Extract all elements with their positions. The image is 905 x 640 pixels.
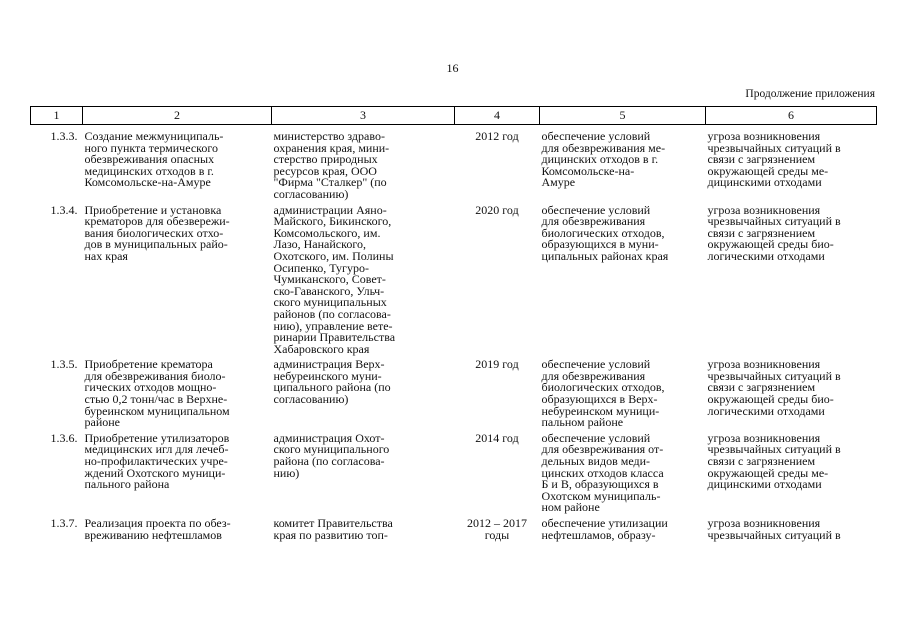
item-executor: администрация Охот- ского муниципального района (по согласова- нию) bbox=[273, 430, 390, 480]
continuation-label: Продолжение приложения bbox=[745, 88, 875, 100]
document-table bbox=[30, 106, 877, 545]
item-name: Приобретение утилизаторов медицинских игл для лечеб- но-профилактических учре- ждений Охотского муници- пального района bbox=[84, 430, 230, 492]
column-header: 4 bbox=[455, 107, 540, 125]
header-row bbox=[31, 107, 877, 125]
column-header: 5 bbox=[540, 107, 706, 125]
item-executor: министерство здраво- охранения края, мини- стерство природных ресурсов края, ООО "Фирма "Сталкер" (по согласованию) bbox=[273, 129, 390, 201]
item-year: 2014 год bbox=[475, 430, 519, 445]
item-risk: угроза возникновения чрезвычайных ситуаций в связи с загрязнением окружающей среды ме- дицинскими отходами bbox=[707, 430, 841, 492]
table-row bbox=[31, 125, 877, 205]
column-header: 3 bbox=[272, 107, 455, 125]
table-row bbox=[31, 518, 877, 545]
table-row bbox=[31, 433, 877, 518]
item-number: 1.3.7. bbox=[50, 516, 78, 530]
item-risk: угроза возникновения чрезвычайных ситуаций в связи с загрязнением окружающей среды ме- дицинскими отходами bbox=[707, 129, 841, 190]
item-result: обеспечение условий для обезвреживания биологических отходов, образующихся в муни- ципальных районах края bbox=[541, 202, 669, 263]
item-year: 2012 год bbox=[475, 129, 519, 143]
item-executor: комитет Правительства края по развитию топ- bbox=[273, 516, 393, 542]
item-year: 2019 год bbox=[475, 357, 519, 372]
item-number: 1.3.4. bbox=[50, 202, 78, 217]
item-name: Создание межмуниципаль- ного пункта термического обезвреживания опасных медицинских отходов в г. Комсомольске-на-Амуре bbox=[84, 129, 224, 190]
item-risk: угроза возникновения чрезвычайных ситуаций в связи с загрязнением окружающей среды био- логическими отходами bbox=[707, 202, 841, 263]
item-executor: администрации Аяно- Майского, Бикинского, Комсомольского, им. Лазо, Нанайского, Охотского, им. Полины Осипенко, Тугуро- Чумиканского, Совет- ско-Гаванского, Ульч- ского муниципальных районов (по согласова- нию), управление вете- ринарии Правительства Хабаровского края bbox=[273, 202, 396, 356]
item-name: Реализация проекта по обез- вреживанию нефтешламов bbox=[84, 516, 231, 542]
page-number: 16 bbox=[446, 61, 459, 75]
column-header: 1 bbox=[31, 107, 83, 125]
table-row bbox=[31, 205, 877, 360]
item-name: Приобретение крематора для обезвреживания биоло- гических отходов мощно- стью 0,2 тонн/час в Верхне- буреинском муниципальном районе bbox=[84, 357, 230, 430]
item-name: Приобретение и установка крематоров для обезвережи- вания биологических отхо- дов в муниципальных райо- нах края bbox=[84, 202, 230, 263]
item-number: 1.3.6. bbox=[50, 430, 78, 445]
item-result: обеспечение условий для обезвреживания биологических отходов, образующихся в Верх- небуреинском муници- пальном районе bbox=[541, 357, 665, 430]
item-year: 2020 год bbox=[475, 202, 519, 217]
item-number: 1.3.5. bbox=[50, 357, 78, 372]
column-header: 6 bbox=[706, 107, 877, 125]
item-result: обеспечение условий для обезвреживания от- дельных видов меди- цинских отходов класса Б и В, образующихся в Охотском муниципаль- ном районе bbox=[541, 430, 664, 515]
column-header: 2 bbox=[83, 107, 272, 125]
table-row bbox=[31, 359, 877, 433]
item-year: 2012 – 2017 годы bbox=[467, 516, 527, 542]
item-number: 1.3.3. bbox=[50, 129, 78, 143]
item-risk: угроза возникновения чрезвычайных ситуаций в связи с загрязнением окружающей среды био- логическими отходами bbox=[707, 357, 841, 418]
item-result: обеспечение условий для обезвреживания ме- дицинских отходов в г. Комсомольске-на- Амуре bbox=[541, 129, 666, 190]
item-risk: угроза возникновения чрезвычайных ситуаций в bbox=[707, 516, 841, 542]
item-result: обеспечение утилизации нефтешламов, образу- bbox=[541, 516, 668, 542]
item-executor: администрация Верх- небуреинского муни- ципального района (по согласованию) bbox=[273, 357, 391, 407]
